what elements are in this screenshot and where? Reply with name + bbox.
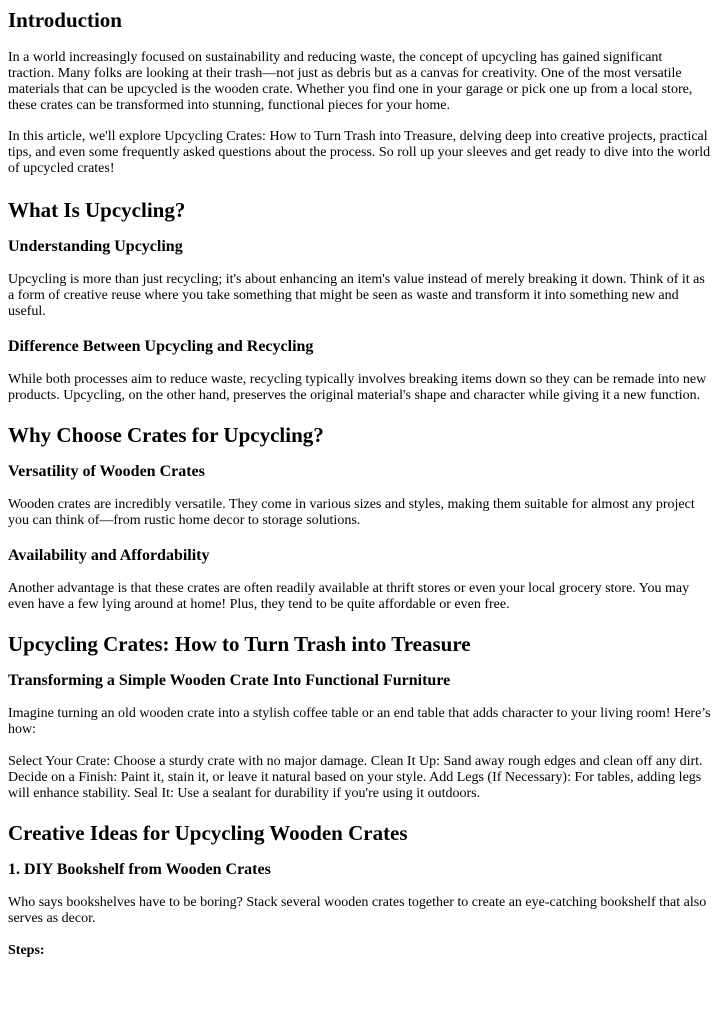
article: [0, 8, 720, 959]
creative-ideas-heading: Creative Ideas for Upcycling Wooden Crates: [8, 821, 408, 845]
transforming-crate-heading: Transforming a Simple Wooden Crate Into Functional Furniture: [8, 672, 451, 689]
difference-heading: Difference Between Upcycling and Recycling: [8, 338, 314, 355]
transform-paragraph-2: Select Your Crate: Choose a sturdy crate with no major damage. Clean It Up: Sand away rough edges and clean off any dirt. Decide on a Finish: Paint it, stain it, or leave it natural based on your style. Add Legs (If Necessary): For tables, adding legs will enhance stability. Seal It: Use a sealant for durability if you're using it outdoors.: [8, 754, 703, 801]
bookshelf-heading: 1. DIY Bookshelf from Wooden Crates: [8, 861, 271, 878]
availability-heading: Availability and Affordability: [8, 547, 210, 564]
versatility-heading: Versatility of Wooden Crates: [8, 463, 205, 480]
intro-paragraph-2: In this article, we'll explore Upcycling Crates: How to Turn Trash into Treasure, delving deep into creative projects, practical tips, and even some frequently asked questions about the process. So roll up your sleeves and get ready to dive into the world of upcycled crates!: [8, 129, 711, 176]
why-choose-crates-heading: Why Choose Crates for Upcycling?: [8, 423, 324, 447]
turn-trash-into-treasure-heading: Upcycling Crates: How to Turn Trash into Treasure: [8, 632, 471, 656]
what-is-upcycling-heading: What Is Upcycling?: [8, 198, 186, 222]
understanding-upcycling-heading: Understanding Upcycling: [8, 238, 183, 255]
availability-paragraph: Another advantage is that these crates are often readily available at thrift stores or even your local grocery store. You may even have a few lying around at home! Plus, they tend to be quite affordable or even free.: [8, 581, 690, 612]
introduction-heading: Introduction: [8, 8, 122, 32]
transform-paragraph-1: Imagine turning an old wooden crate into a stylish coffee table or an end table that adds character to your living room! Here’s how:: [8, 706, 711, 737]
versatility-paragraph: Wooden crates are incredibly versatile. They come in various sizes and styles, making them suitable for almost any project you can think of—from rustic home decor to storage solutions.: [8, 497, 695, 528]
difference-paragraph: While both processes aim to reduce waste, recycling typically involves breaking items down so they can be remade into new products. Upcycling, on the other hand, preserves the original material's shape and character while giving it a new function.: [8, 372, 707, 403]
understanding-paragraph: Upcycling is more than just recycling; it's about enhancing an item's value instead of merely breaking it down. Think of it as a form of creative reuse where you take something that might be seen as waste and transform it into something new and useful.: [8, 272, 705, 319]
intro-paragraph-1: In a world increasingly focused on sustainability and reducing waste, the concept of upcycling has gained significant traction. Many folks are looking at their trash—not just as debris but as a canvas for creativity. One of the most versatile materials that can be upcycled is the wooden crate. Whether you find one in your garage or pick one up from a local store, these crates can be transformed into stunning, functional pieces for your home.: [8, 50, 693, 113]
bookshelf-paragraph: Who says bookshelves have to be boring? Stack several wooden crates together to create an eye-catching bookshelf that also serves as decor.: [8, 895, 707, 926]
steps-label: Steps:: [8, 943, 45, 958]
